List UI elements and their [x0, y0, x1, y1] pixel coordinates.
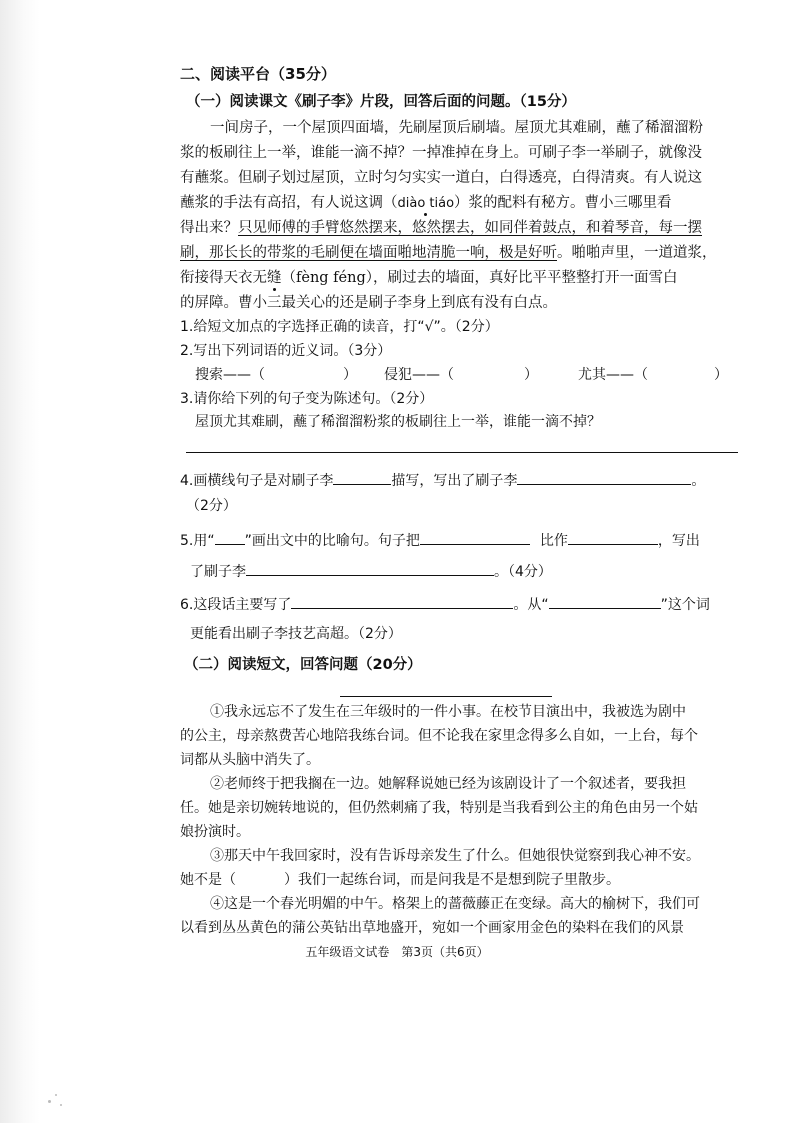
- dotted-char: 缝: [267, 270, 282, 286]
- word-search: 搜索——（: [195, 367, 265, 383]
- question-6-cont: 更能看出刷子李技艺高超。（2分）: [190, 626, 402, 642]
- question-3-sentence: 屋顶尤其难刷，蘸了稀溜溜粉浆的板刷往上一举，谁能一滴不掉？: [195, 414, 601, 430]
- passage-line: [180, 268, 678, 288]
- word-especially: 尤其——（: [578, 367, 648, 383]
- part2-heading: （二）阅读短文，回答问题（20分）: [184, 657, 422, 673]
- paren-close: ）: [714, 367, 728, 383]
- question-6: [180, 594, 710, 615]
- dotted-char-pinyin: diào tiáo: [397, 196, 455, 211]
- story-line: ①我永远忘不了发生在三年级时的一件小事。在校节目演出中，我被选为剧中: [210, 704, 686, 720]
- question-5: [180, 530, 700, 551]
- answer-blank[interactable]: [291, 594, 513, 609]
- answer-blank[interactable]: [333, 470, 391, 485]
- answer-line[interactable]: [186, 452, 738, 453]
- passage-text: 。啪啪声里，一道道浆，: [557, 245, 717, 261]
- question-text: 。: [691, 473, 706, 489]
- answer-blank[interactable]: [549, 594, 661, 609]
- passage-line: [180, 218, 702, 238]
- passage-text: 衔接得天衣无: [180, 270, 267, 286]
- question-text: 了刷子李: [190, 564, 246, 580]
- story-line: ③那天中午我回家时，没有告诉母亲发生了什么。但她很快觉察到我心神不安。: [210, 848, 700, 864]
- question-1: 1.给短文加点的字选择正确的读音，打“√”。（2分）: [180, 319, 499, 335]
- passage-line: [180, 243, 717, 263]
- paren-close: ）: [524, 367, 538, 383]
- question-text: ”画出文中的比喻句。句子把: [244, 533, 420, 549]
- answer-blank[interactable]: [246, 561, 494, 576]
- question-text: 描写，写出了刷子李: [391, 473, 518, 489]
- question-5-cont: [190, 561, 552, 582]
- section-title: 二、阅读平台（35分）: [180, 65, 336, 83]
- answer-blank[interactable]: [420, 530, 530, 545]
- story-line: [180, 870, 620, 890]
- part1-heading: （一）阅读课文《刷子李》片段，回答后面的问题。（15分）: [186, 94, 576, 110]
- underlined-sentence: 刷，那长长的带浆的毛刷便在墙面啪地清脆一响，极是好听: [180, 245, 557, 261]
- passage-line: [180, 193, 672, 214]
- paren-close: ）: [343, 367, 357, 383]
- story-line: ④这是一个春光明媚的中午。格架上的蔷薇藤正在变绿。高大的榆树下，我们可: [210, 896, 700, 912]
- passage-line: 有蘸浆。但刷子划过屋顶，立时匀匀实实一道白，白得透亮，白得清爽。有人说这: [180, 170, 702, 186]
- story-line: 以看到丛丛黄色的蒲公英钻出草地盛开，宛如一个画家用金色的染料在我们的风景: [180, 920, 684, 936]
- story-line: 娘扮演时。: [180, 824, 250, 840]
- question-text: ”这个词: [660, 597, 710, 613]
- title-blank-line[interactable]: [340, 696, 552, 697]
- page-footer: 五年级语文试卷 第3页（共6页）: [305, 945, 489, 959]
- passage-text: ）浆的配料有秘方。曹小三哪里看: [454, 195, 672, 211]
- mark-symbol-blank: [215, 530, 245, 545]
- story-line: 的公主，母亲熬费苦心地陪我练台词。但不论我在家里念得多么自如，一上台，每个: [180, 728, 698, 744]
- question-4-score: （2分）: [186, 498, 237, 514]
- question-text: 4.画横线句子是对刷子李: [180, 473, 334, 489]
- story-line: ②老师终于把我搁在一边。她解释说她已经为该剧设计了一个叙述者，要我担: [210, 776, 686, 792]
- passage-line: 的屏障。曹小三最关心的还是刷子李身上到底有没有白点。: [180, 295, 557, 311]
- question-2: 2.写出下列词语的近义词。（3分）: [180, 343, 392, 359]
- question-text: 比作: [539, 533, 568, 549]
- question-text: ，写出: [657, 533, 700, 549]
- story-text: ）我们一起练台词，而是问我是不是想到院子里散步。: [284, 872, 620, 888]
- answer-blank[interactable]: [568, 530, 658, 545]
- question-4: [180, 470, 705, 491]
- question-text: 6.这段话主要写了: [180, 597, 292, 613]
- question-3: 3.请你给下列的句子变为陈述句。（2分）: [180, 391, 434, 407]
- story-line: 任。她是亲切婉转地说的，但仍然刺痛了我，特别是当我看到公主的角色由另一个姑: [180, 800, 698, 816]
- story-line: 词都从头脑中消失了。: [180, 752, 320, 768]
- passage-text: （fèng féng），刷过去的墙面，真好比平平整整打开一面雪白: [281, 270, 678, 286]
- word-invade: 侵犯——（: [384, 367, 454, 383]
- question-text: 。（4分）: [494, 564, 552, 580]
- passage-line: 浆的板刷往上一举，谁能一滴不掉？一掉准掉在身上。可刷子李一举刷子，就像没: [180, 145, 702, 161]
- passage-text: 蘸浆的手法有高招，有人说这调（: [180, 195, 398, 211]
- question-text: 。从“: [513, 597, 549, 613]
- passage-line: 一间房子，一个屋顶四面墙，先刷屋顶后刷墙。屋顶尤其难刷，蘸了稀溜溜粉: [210, 120, 703, 136]
- passage-text: 得出来？: [180, 220, 238, 236]
- question-text: 5.用“: [180, 533, 215, 549]
- story-text: 她不是（: [180, 872, 236, 888]
- underlined-sentence: 只见师傅的手臂悠然摆来，悠然摆去，如同伴着鼓点，和着琴音，每一摆: [238, 220, 702, 236]
- answer-blank[interactable]: [517, 470, 691, 485]
